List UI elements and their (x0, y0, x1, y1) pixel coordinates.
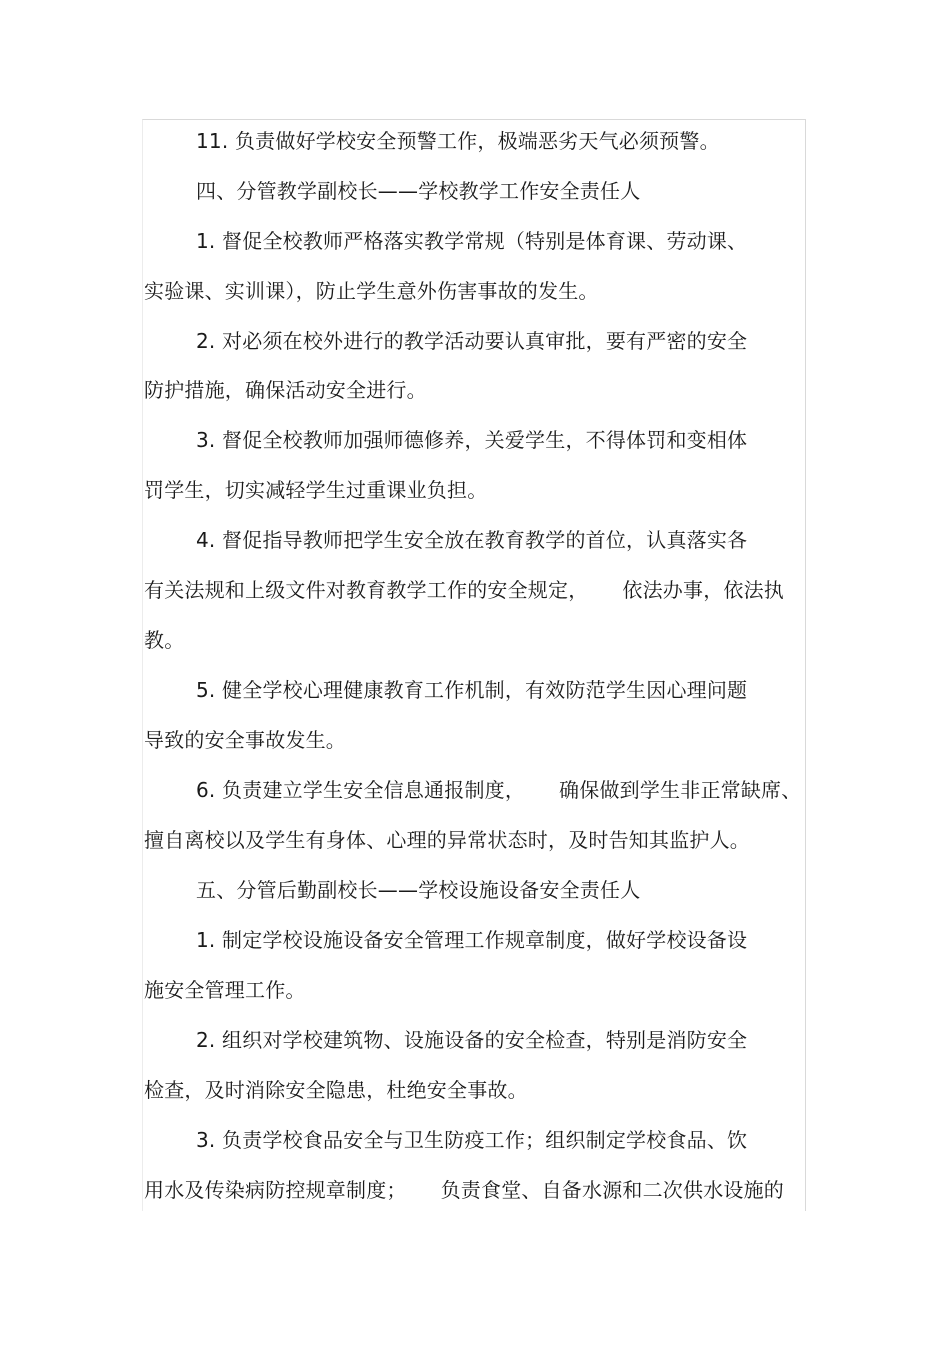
paragraph-4-3-line-1: 3. 督促全校教师加强师德修养，关爱学生，不得体罚和变相体 (196, 428, 748, 452)
paragraph-4-6-line-2: 擅自离校以及学生有身体、心理的异常状态时，及时告知其监护人。 (144, 828, 750, 852)
section-4-heading: 四、分管教学副校长——学校教学工作安全责任人 (196, 179, 641, 203)
paragraph-4-5-line-2: 导致的安全事故发生。 (144, 728, 346, 752)
paragraph-5-2-line-1: 2. 组织对学校建筑物、设施设备的安全检查，特别是消防安全 (196, 1028, 748, 1052)
paragraph-4-3-line-2: 罚学生，切实减轻学生过重课业负担。 (144, 478, 488, 502)
paragraph-4-4-line-3: 教。 (144, 628, 185, 652)
paragraph-4-6-line-1 (196, 773, 801, 807)
paragraph-5-2-line-2: 检查，及时消除安全隐患，杜绝安全事故。 (144, 1078, 528, 1102)
paragraph-4-4-line-2-part-2: 依法办事，依法执 (622, 578, 785, 602)
paragraph-4-1-line-2: 实验课、实训课），防止学生意外伤害事故的发生。 (144, 279, 599, 303)
paragraph-4-5-line-1: 5. 健全学校心理健康教育工作机制，有效防范学生因心理问题 (196, 678, 748, 702)
paragraph-4-6-line-1-part-1: 6. 负责建立学生安全信息通报制度， (196, 778, 526, 802)
paragraph-4-4-line-2-part-1: 有关法规和上级文件对教育教学工作的安全规定， (144, 578, 589, 602)
paragraph-4-6-line-1-part-2: 确保做到学生非正常缺席、 (559, 778, 802, 802)
paragraph-5-3-line-2-part-1: 用水及传染病防控规章制度； (144, 1178, 407, 1202)
paragraph-5-3-line-1: 3. 负责学校食品安全与卫生防疫工作；组织制定学校食品、饮 (196, 1128, 748, 1152)
paragraph-4-1-line-1: 1. 督促全校教师严格落实教学常规（特别是体育课、劳动课、 (196, 229, 748, 253)
paragraph-5-3-line-2-part-2: 负责食堂、自备水源和二次供水设施的 (440, 1178, 785, 1202)
paragraph-4-2-line-2: 防护措施，确保活动安全进行。 (144, 378, 427, 402)
paragraph-5-3-line-2 (144, 1173, 784, 1207)
paragraph-11-line-1: 11. 负责做好学校安全预警工作，极端恶劣天气必须预警。 (196, 129, 720, 153)
paragraph-5-1-line-2: 施安全管理工作。 (144, 978, 306, 1002)
paragraph-4-4-line-1: 4. 督促指导教师把学生安全放在教育教学的首位，认真落实各 (196, 528, 748, 552)
section-5-heading: 五、分管后勤副校长——学校设施设备安全责任人 (196, 878, 641, 902)
paragraph-4-4-line-2 (144, 573, 784, 607)
paragraph-4-2-line-1: 2. 对必须在校外进行的教学活动要认真审批，要有严密的安全 (196, 329, 748, 353)
paragraph-5-1-line-1: 1. 制定学校设施设备安全管理工作规章制度，做好学校设备设 (196, 928, 748, 952)
